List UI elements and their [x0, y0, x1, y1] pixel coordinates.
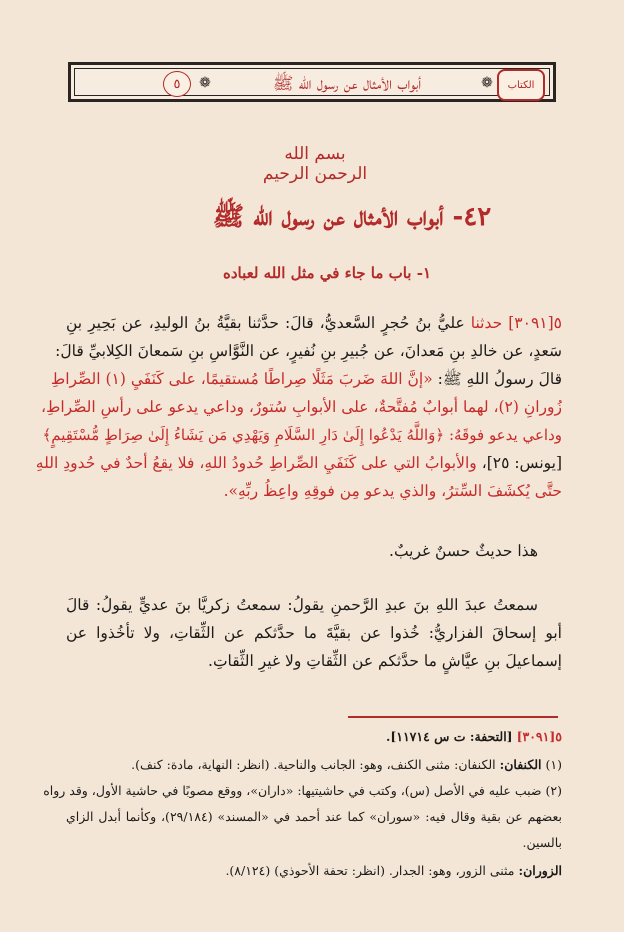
hadith-text: عليُّ بنُ حُجرٍ السَّعديُّ، قالَ: حدَّثنا بقيَّةُ بنُ الوليدِ، عن بَحِيرِ بنِ: [66, 314, 465, 332]
basmala: بسم الله الرحمن الرحيم: [262, 144, 368, 184]
footnote-3: [225, 862, 562, 880]
footnote-marker: (١): [545, 757, 562, 772]
footnote-1: [131, 756, 562, 774]
publisher-logo: [497, 69, 545, 101]
footnote-2-cont: بعضهم عن بقية وقال فيه: «سوران» كما عند أحمد في «المسند» (٢٩/١٨٤)، وكأنما أبدل الزاي: [66, 809, 562, 824]
bab-title: ١- باب ما جاء في مثل الله لعباده: [223, 264, 431, 282]
page-number-text: ٥: [173, 76, 181, 92]
footnote-term: الزوران:: [518, 863, 562, 878]
footnote-text: ضبب عليه في الأصل (س)، وكتب في حاشيتيها: «داران»، ووقع مصوبًا في حاشية الأول، وقد رواه: [43, 783, 542, 798]
hadith-line: سمعتُ عبدَ اللهِ بنَ عبدِ الرَّحمنِ يقولُ: سمعتُ زكريَّا بنَ عديٍّ يقولُ: قالَ: [66, 596, 538, 614]
hadith-text: قالَ رسولُ اللهِ ﷺ:: [437, 370, 562, 388]
hadith-line: حتَّى يُكشَفَ السِّترُ، والذي يدعو مِن فوقِهِ واعِظُ ربِّهِ».: [223, 482, 562, 500]
page-number: [163, 71, 191, 97]
footnote-text: الكنفان: مثنى الكنف، وهو: الجانب والناحية. (انظر: النهاية، مادة: كنف).: [131, 757, 496, 772]
chapter-title: ٤٢- أبواب الأمثال عن رسول الله ﷺ: [212, 202, 492, 232]
header-title: أبواب الأمثال عن رسول الله ﷺ: [272, 74, 422, 94]
quran-reference: [يونس: ٢٥]،: [481, 454, 562, 472]
footnote-tuhfa: [التحفة: ت س ١١٧١٤].: [385, 729, 513, 744]
ornament-icon: ❁: [481, 75, 493, 91]
hadith-line: [50, 368, 562, 390]
hadith-line: [66, 312, 562, 334]
footnote-ref: [386, 728, 562, 746]
hadith-grade: هذا حديثٌ حسنٌ غريبٌ.: [389, 542, 538, 560]
footnote-text: مثنى الزور، وهو: الجدار. (انظر: تحفة الأحوذي) (٨/١٢٤).: [225, 863, 515, 878]
hadith-line: إسماعيلَ بنِ عيَّاشٍ ما حدَّثكم عن الثِّقاتِ ولا غيرِ الثِّقاتِ.: [208, 652, 562, 670]
footnote-2-cont: بالسين.: [522, 835, 562, 850]
footnote-marker: (٢): [545, 783, 562, 798]
logo-text: الكتاب: [507, 79, 535, 91]
hadith-number: ٥[٣٠٩١]: [508, 314, 562, 332]
hadith-line: [35, 452, 562, 474]
hadith-matn: «إنَّ اللهَ ضَربَ مَثَلًا صِراطًا مُستقيمًا، على كَنَفَيِ (١) الصِّراطِ: [50, 370, 433, 388]
footnote-hadith-number: ٥[٣٠٩١]: [516, 729, 562, 744]
footnote-2: [43, 782, 562, 800]
footnote-term: الكنفان:: [499, 757, 542, 772]
ornament-icon: ❁: [199, 75, 211, 91]
hadith-matn: والأبوابُ التي على كَنَفَيِ الصِّراطِ حُدودُ اللهِ، فلا يقعُ أحدٌ في حُدودِ اللهِ: [35, 454, 477, 472]
hadith-line: سَعدٍ، عن خالدِ بنِ مَعدانَ، عن جُبيرِ بنِ نُفيرٍ، عن النَّوَّاسِ بنِ سَمعانَ الكِلابيِّ قالَ:: [55, 342, 562, 360]
footnote-separator: [348, 716, 558, 718]
hadith-haddathana: حدثنا: [470, 314, 503, 332]
hadith-line: زُورانِ (٢)، لهما أبوابٌ مُفتَّحةٌ، على الأبوابِ سُتورٌ، وداعي يدعو على رأسِ الصِّراطِ،: [41, 398, 562, 416]
hadith-line: أبو إسحاقَ الفزاريُّ: خُذوا عن بقيَّةَ ما حدَّثكم عن الثِّقاتِ، ولا تأخُذوا عن: [66, 624, 562, 642]
running-header: [68, 62, 556, 102]
hadith-line: وداعي يدعو فوقَهُ: ﴿وَاللَّهُ يَدْعُوا إِلَىٰ دَارِ السَّلَامِ وَيَهْدِي مَن يَشَاءُ إِلَىٰ صِرَاطٍ مُّسْتَقِيمٍ﴾: [42, 426, 562, 444]
